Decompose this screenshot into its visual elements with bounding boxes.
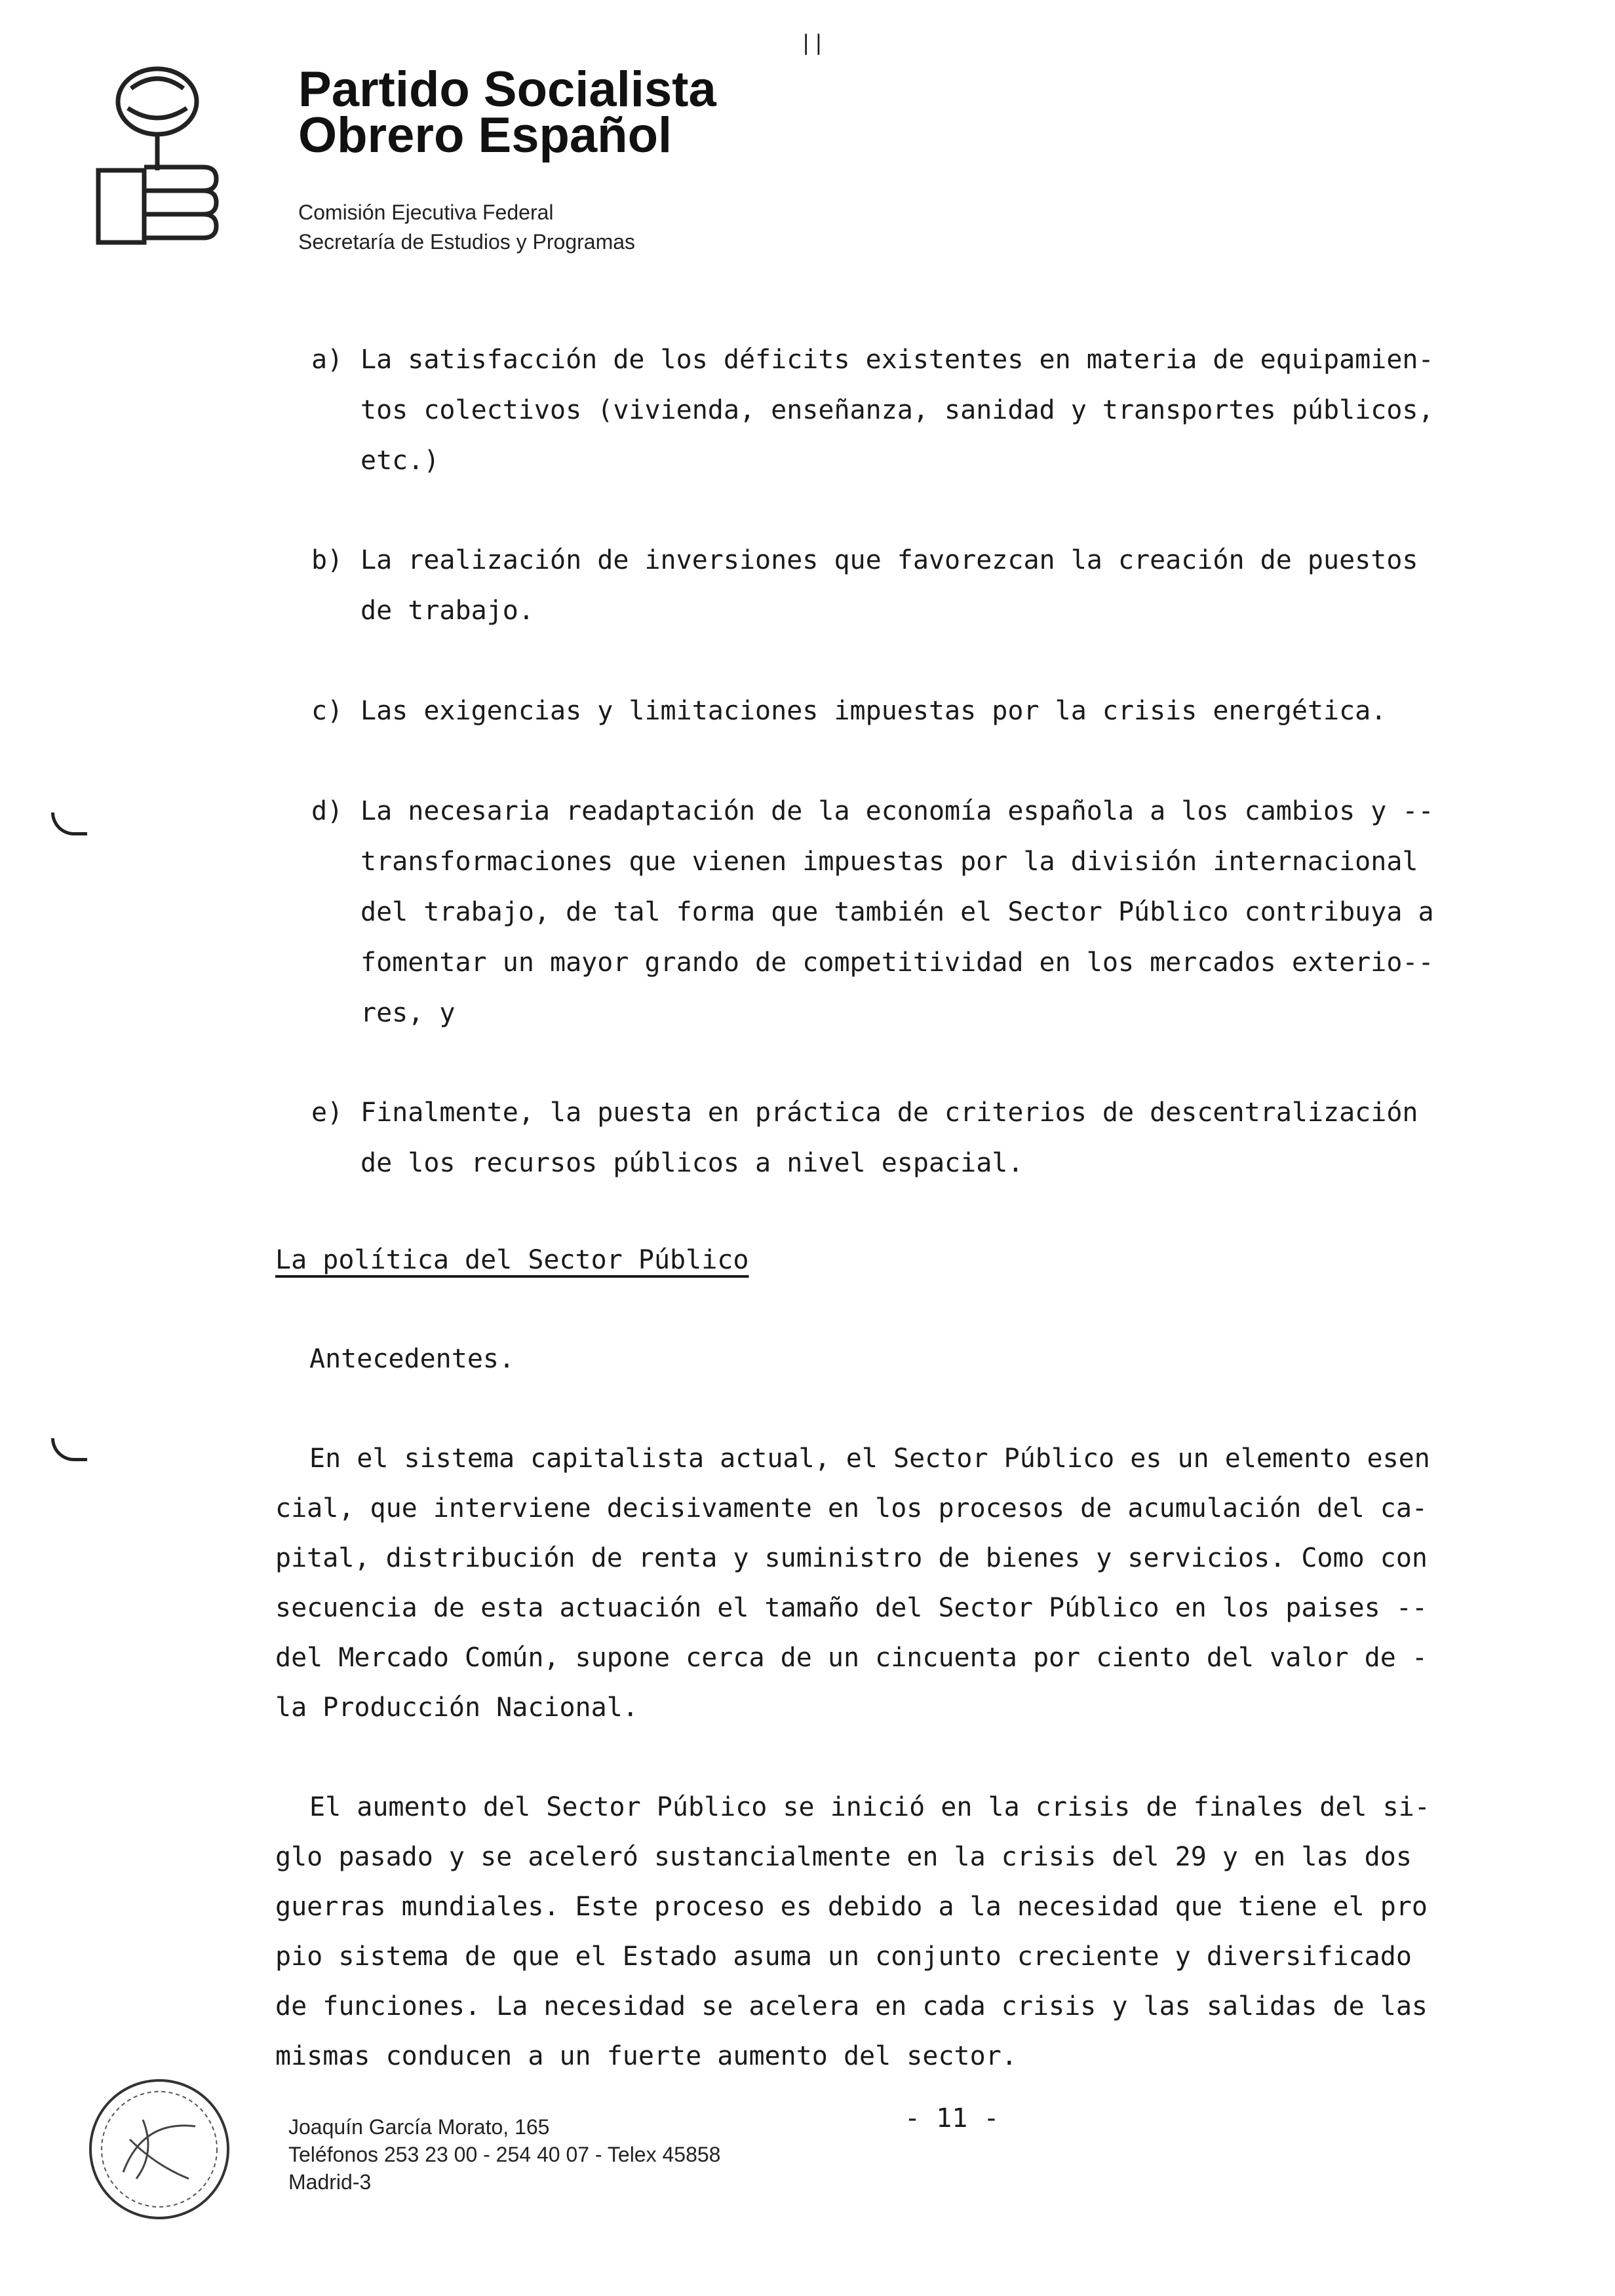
footer-address [288, 2113, 720, 2196]
list-item-line: de los recursos públicos a nivel espacial. [360, 1148, 1024, 1178]
list-item-line: La necesaria readaptación de la economía española a los cambios y -- [360, 796, 1434, 826]
page-number: - 11 - [905, 2103, 1000, 2133]
paragraph-line: la Producción Nacional. [275, 1693, 638, 1723]
list-item-line: fomentar un mayor grando de competitividad en los mercados exterio-- [360, 947, 1434, 978]
top-mark: || [800, 30, 825, 55]
paragraph-line: pital, distribución de renta y suministro de bienes y servicios. Como con [275, 1543, 1428, 1573]
paragraph-line: mismas conducen a un fuerte aumento del sector. [275, 2041, 1017, 2071]
party-logo-icon [92, 62, 223, 259]
footer-street: Joaquín García Morato, 165 [288, 2115, 550, 2139]
punch-mark-bottom [51, 1438, 87, 1461]
list-item-line: del trabajo, de tal forma que también el Sector Público contribuya a [360, 897, 1434, 927]
list-item-line: tos colectivos (vivienda, enseñanza, sanidad y transportes públicos, [360, 395, 1434, 425]
list-item-line: res, y [360, 998, 456, 1028]
list-item-line: Las exigencias y limitaciones impuestas por la crisis energética. [360, 696, 1387, 726]
list-item-line: de trabajo. [360, 596, 534, 626]
org-name [298, 62, 716, 163]
org-name-line2: Obrero Español [298, 107, 672, 163]
list-item-line: transformaciones que vienen impuestas por la división internacional [360, 847, 1418, 877]
list-item-label: e) [311, 1098, 343, 1128]
list-item-line: La satisfacción de los déficits existentes en materia de equipamien- [360, 345, 1434, 375]
list-item-label: d) [311, 796, 343, 826]
paragraph-line: cial, que interviene decisivamente en los procesos de acumulación del ca- [275, 1493, 1428, 1523]
paragraph-line: del Mercado Común, supone cerca de un cincuenta por ciento del valor de - [275, 1643, 1428, 1673]
list-item-label: c) [311, 696, 343, 726]
punch-mark-top [51, 813, 87, 835]
list-item-line: Finalmente, la puesta en práctica de criterios de descentralización [360, 1098, 1418, 1128]
footer-city: Madrid-3 [288, 2170, 372, 2194]
paragraph-line: secuencia de esta actuación el tamaño del Sector Público en los paises -- [275, 1593, 1428, 1623]
org-department [298, 198, 635, 257]
section-heading: La política del Sector Público [275, 1245, 749, 1275]
paragraph-line: En el sistema capitalista actual, el Sector Público es un elemento esen [309, 1444, 1430, 1474]
org-sub-line2: Secretaría de Estudios y Programas [298, 230, 636, 254]
paragraph-line: glo pasado y se aceleró sustancialmente en la crisis del 29 y en las dos [275, 1842, 1412, 1872]
list-item-label: b) [311, 545, 343, 575]
paragraph-line: de funciones. La necesidad se acelera en cada crisis y las salidas de las [275, 1991, 1428, 2021]
paragraph-line: El aumento del Sector Público se inició en la crisis de finales del si- [309, 1792, 1430, 1822]
org-name-line1: Partido Socialista [298, 62, 716, 117]
seal-icon [84, 2074, 235, 2225]
paragraph-line: guerras mundiales. Este proceso es debido a la necesidad que tiene el pro [275, 1892, 1428, 1922]
subheading: Antecedentes. [309, 1344, 515, 1374]
list-item-label: a) [311, 345, 343, 375]
org-sub-line1: Comisión Ejecutiva Federal [298, 201, 554, 224]
paragraph-line: pio sistema de que el Estado asuma un conjunto creciente y diversificado [275, 1942, 1412, 1972]
list-item-line: etc.) [360, 446, 440, 476]
footer-phones: Teléfonos 253 23 00 - 254 40 07 - Telex 45858 [288, 2143, 721, 2166]
list-item-line: La realización de inversiones que favorezcan la creación de puestos [360, 545, 1418, 575]
